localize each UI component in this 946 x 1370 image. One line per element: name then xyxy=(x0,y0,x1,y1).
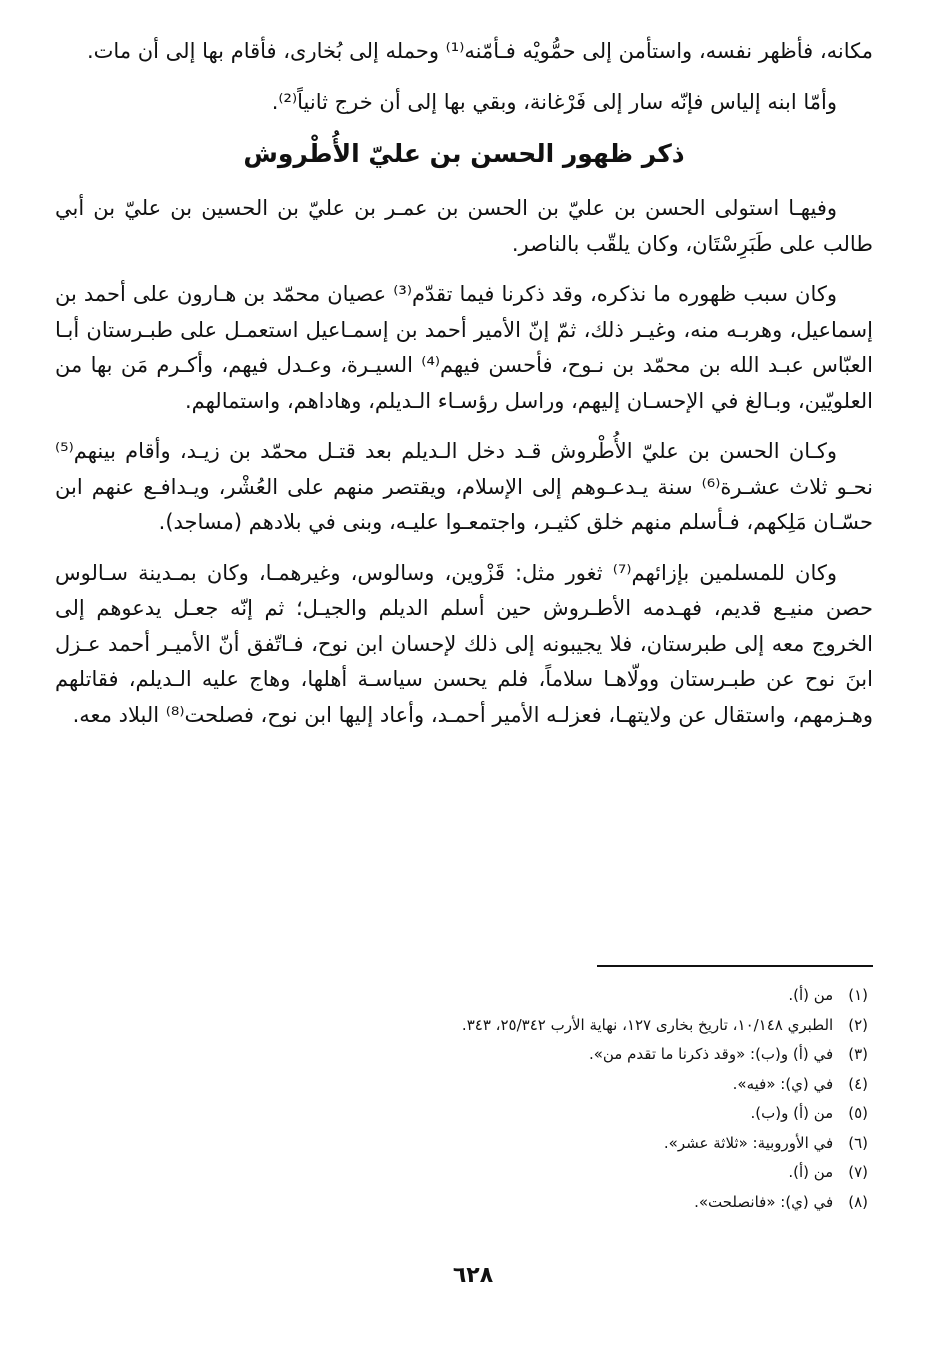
page-body xyxy=(55,34,873,748)
footnote-7 xyxy=(168,1158,868,1188)
footnote-number: (٣) xyxy=(848,1045,868,1063)
footnote-text: الطبري ١٠/١٤٨، تاريخ بخارى ١٢٧، نهاية الأرب ٢٥/٣٤٢، ٣٤٣. xyxy=(461,1015,834,1034)
footnote-number: (٦) xyxy=(848,1133,868,1152)
footnote-3 xyxy=(168,1040,868,1070)
footnote-5 xyxy=(168,1099,868,1129)
paragraph-intro: مكانه، فأظهر نفسه، واستأمن إلى حمُّويْه فـأمّنه⁽¹⁾ وحمله إلى بُخارى، فأقام بها إلى أن مات. xyxy=(86,39,873,63)
paragraph-ilyas: وأمّا ابنه إلياس فإنّه سار إلى فَرْغانة، وبقي بها إلى أن خرج ثانياً⁽²⁾. xyxy=(271,89,837,114)
footnote-text: في (ي): «فيه». xyxy=(732,1074,834,1093)
footnote-text: في (أ) و(ب): «وقد ذكرنا ما تقدم من». xyxy=(588,1045,834,1063)
paragraph-1: وفيهـا استولى الحسن بن عليّ بن الحسن بن عمـر بن عليّ بن الحسين بن عليّ بن أبي طالب على طَبَرِسْتَان، وكان يلقّب بالناصر. xyxy=(55,196,873,256)
footnote-number: (٨) xyxy=(848,1192,868,1211)
footnote-text: من (أ). xyxy=(788,986,834,1004)
footnote-number: (٧) xyxy=(848,1163,868,1181)
page-number: ٦٢٨ xyxy=(452,1263,494,1288)
footnote-2 xyxy=(168,1011,868,1041)
footnote-4 xyxy=(168,1070,868,1100)
footnote-divider xyxy=(597,965,873,967)
paragraph-3: وكـان الحسن بن عليّ الأُطْروش قـد دخل الـديلم بعد قتـل محمّد بن زيـد، وأقام بينهم⁽⁵⁾ نحـو ثلاث عشـرة⁽⁶⁾ سنة يـدعـوهم إلى الإسلام، ويقتصر منهم على العُشْر، ويـدافـع عنهم ابن حسّـان مَلِكهم، فـأسلم منهم خلق كثيـر، واجتمعـوا عليـه، وبنى في بلادهم (مساجد). xyxy=(55,439,873,534)
footnote-6 xyxy=(168,1129,868,1159)
footnote-text: من (أ). xyxy=(788,1163,834,1181)
paragraph-2: وكان سبب ظهوره ما نذكره، وقد ذكرنا فيما تقدّم⁽³⁾ عصيان محمّد بن هـارون على أحمد بن إسماعيل، وهربـه منه، وغيـر ذلك، ثمّ إنّ الأمير أحمد بن إسمـاعيل استعمـل على طبـرستان أبـا العبّاس عبـد الله بن محمّد بن نـوح، فأحسن فيهم⁽⁴⁾ السيـرة، وعـدل فيهم، وأكـرم مَن بها من العلويّين، وبـالغ في الإحسـان إليهم، وراسل رؤسـاء الـديلم، وهاداهم، واستمالهم. xyxy=(55,282,873,413)
footnote-number: (٥) xyxy=(848,1104,868,1122)
footnote-number: (٤) xyxy=(848,1074,868,1093)
footnote-number: (١) xyxy=(848,986,868,1004)
footnote-number: (٢) xyxy=(848,1015,868,1034)
footnote-text: من (أ) و(ب). xyxy=(750,1104,834,1122)
footnotes xyxy=(168,981,868,1217)
section-heading: ذكر ظهور الحسن بن عليّ الأُطْروش xyxy=(243,139,685,168)
paragraph-4: وكان للمسلمين بإزائهم⁽⁷⁾ ثغور مثل: قَزْوين، وسالوس، وغيرهمـا، وكان بمـدينة سـالوس حصن منيـع قديم، فهـدمه الأطـروش حين أسلم الديلم والجيـل؛ ثم إنّه جعـل يدعوهم إلى الخروج معه إلى طبرستان، فلا يجيبونه إلى ذلك لإحسان ابن نوح، فـاتّفق أنّ الأميـر أحمد عـزل ابنَ نوح عن طبـرستان وولّاهـا سلاماً، فلم يحسن سياسـة أهلها، وهاج عليه الـديلم، فقاتلهم وهـزمهم، واستقال عن ولايتهـا، فعزلـه الأمير أحمـد، وأعاد إليها ابن نوح، فصلحت⁽⁸⁾ البلاد معه. xyxy=(55,560,873,727)
footnote-text: في الأوروبية: «ثلاثة عشر». xyxy=(663,1133,834,1152)
footnote-text: في (ي): «فانصلحت». xyxy=(694,1192,834,1211)
footnote-8 xyxy=(168,1188,868,1218)
footnote-1 xyxy=(168,981,868,1011)
